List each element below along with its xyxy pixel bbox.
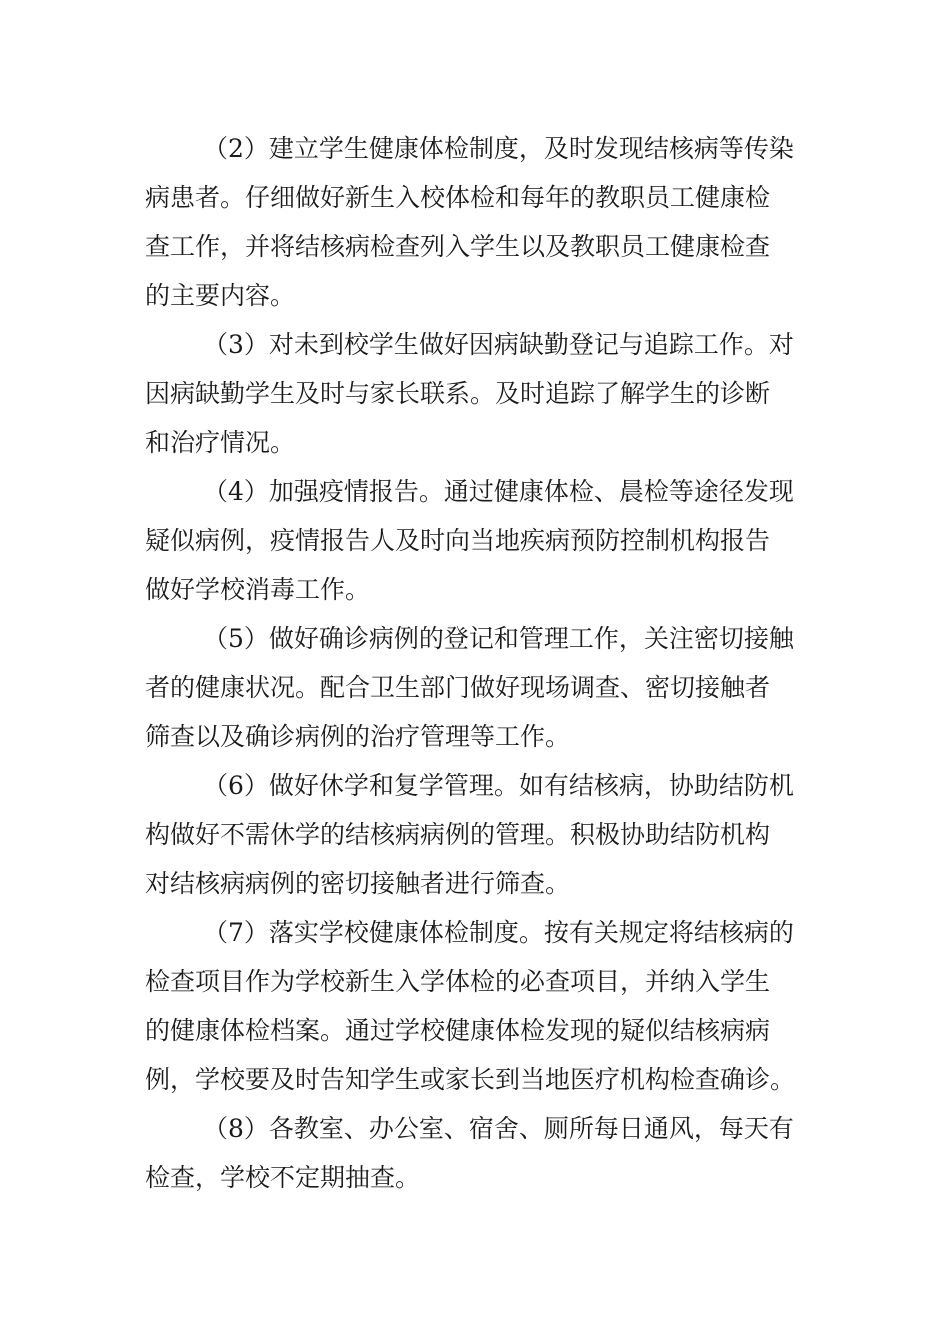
paragraph-item-2 bbox=[145, 124, 807, 320]
paragraph-line: （2）建立学生健康体检制度，及时发现结核病等传染 bbox=[203, 134, 794, 163]
paragraph-line: 做好学校消毒工作。 bbox=[145, 575, 371, 604]
paragraph-line: 和治疗情况。 bbox=[145, 428, 296, 457]
paragraph-line: 因病缺勤学生及时与家长联系。及时追踪了解学生的诊断 bbox=[145, 379, 771, 408]
paragraph-line: （5）做好确诊病例的登记和管理工作，关注密切接触 bbox=[203, 624, 794, 653]
paragraph-line: 对结核病病例的密切接触者进行筛查。 bbox=[145, 869, 571, 898]
paragraph-line: （8）各教室、办公室、宿舍、厕所每日通风，每天有 bbox=[203, 1114, 794, 1143]
paragraph-item-3 bbox=[145, 320, 807, 467]
document-body bbox=[145, 124, 807, 1202]
paragraph-item-7 bbox=[145, 908, 807, 1104]
paragraph-item-4 bbox=[145, 467, 807, 614]
paragraph-line: 者的健康状况。配合卫生部门做好现场调查、密切接触者 bbox=[145, 673, 771, 702]
paragraph-line: 检查，学校不定期抽查。 bbox=[145, 1163, 421, 1192]
paragraph-line: 检查项目作为学校新生入学体检的必查项目，并纳入学生 bbox=[145, 967, 771, 996]
paragraph-line: （3）对未到校学生做好因病缺勤登记与追踪工作。对 bbox=[203, 330, 794, 359]
paragraph-line: （6）做好休学和复学管理。如有结核病，协助结防机 bbox=[203, 771, 794, 800]
paragraph-line: （7）落实学校健康体检制度。按有关规定将结核病的 bbox=[203, 918, 794, 947]
paragraph-item-5 bbox=[145, 614, 807, 761]
paragraph-item-6 bbox=[145, 761, 807, 908]
paragraph-line: 的健康体检档案。通过学校健康体检发现的疑似结核病病 bbox=[145, 1016, 771, 1045]
paragraph-item-8 bbox=[145, 1104, 807, 1202]
paragraph-line: 的主要内容。 bbox=[145, 281, 296, 310]
paragraph-line: 构做好不需休学的结核病病例的管理。积极协助结防机构 bbox=[145, 820, 771, 849]
paragraph-line: 查工作，并将结核病检查列入学生以及教职员工健康检查 bbox=[145, 232, 771, 261]
paragraph-line: （4）加强疫情报告。通过健康体检、晨检等途径发现 bbox=[203, 477, 794, 506]
paragraph-line: 疑似病例，疫情报告人及时向当地疾病预防控制机构报告 bbox=[145, 526, 771, 555]
paragraph-line: 病患者。仔细做好新生入校体检和每年的教职员工健康检 bbox=[145, 183, 771, 212]
paragraph-line: 筛查以及确诊病例的治疗管理等工作。 bbox=[145, 722, 571, 751]
paragraph-line: 例，学校要及时告知学生或家长到当地医疗机构检查确诊。 bbox=[145, 1065, 796, 1094]
